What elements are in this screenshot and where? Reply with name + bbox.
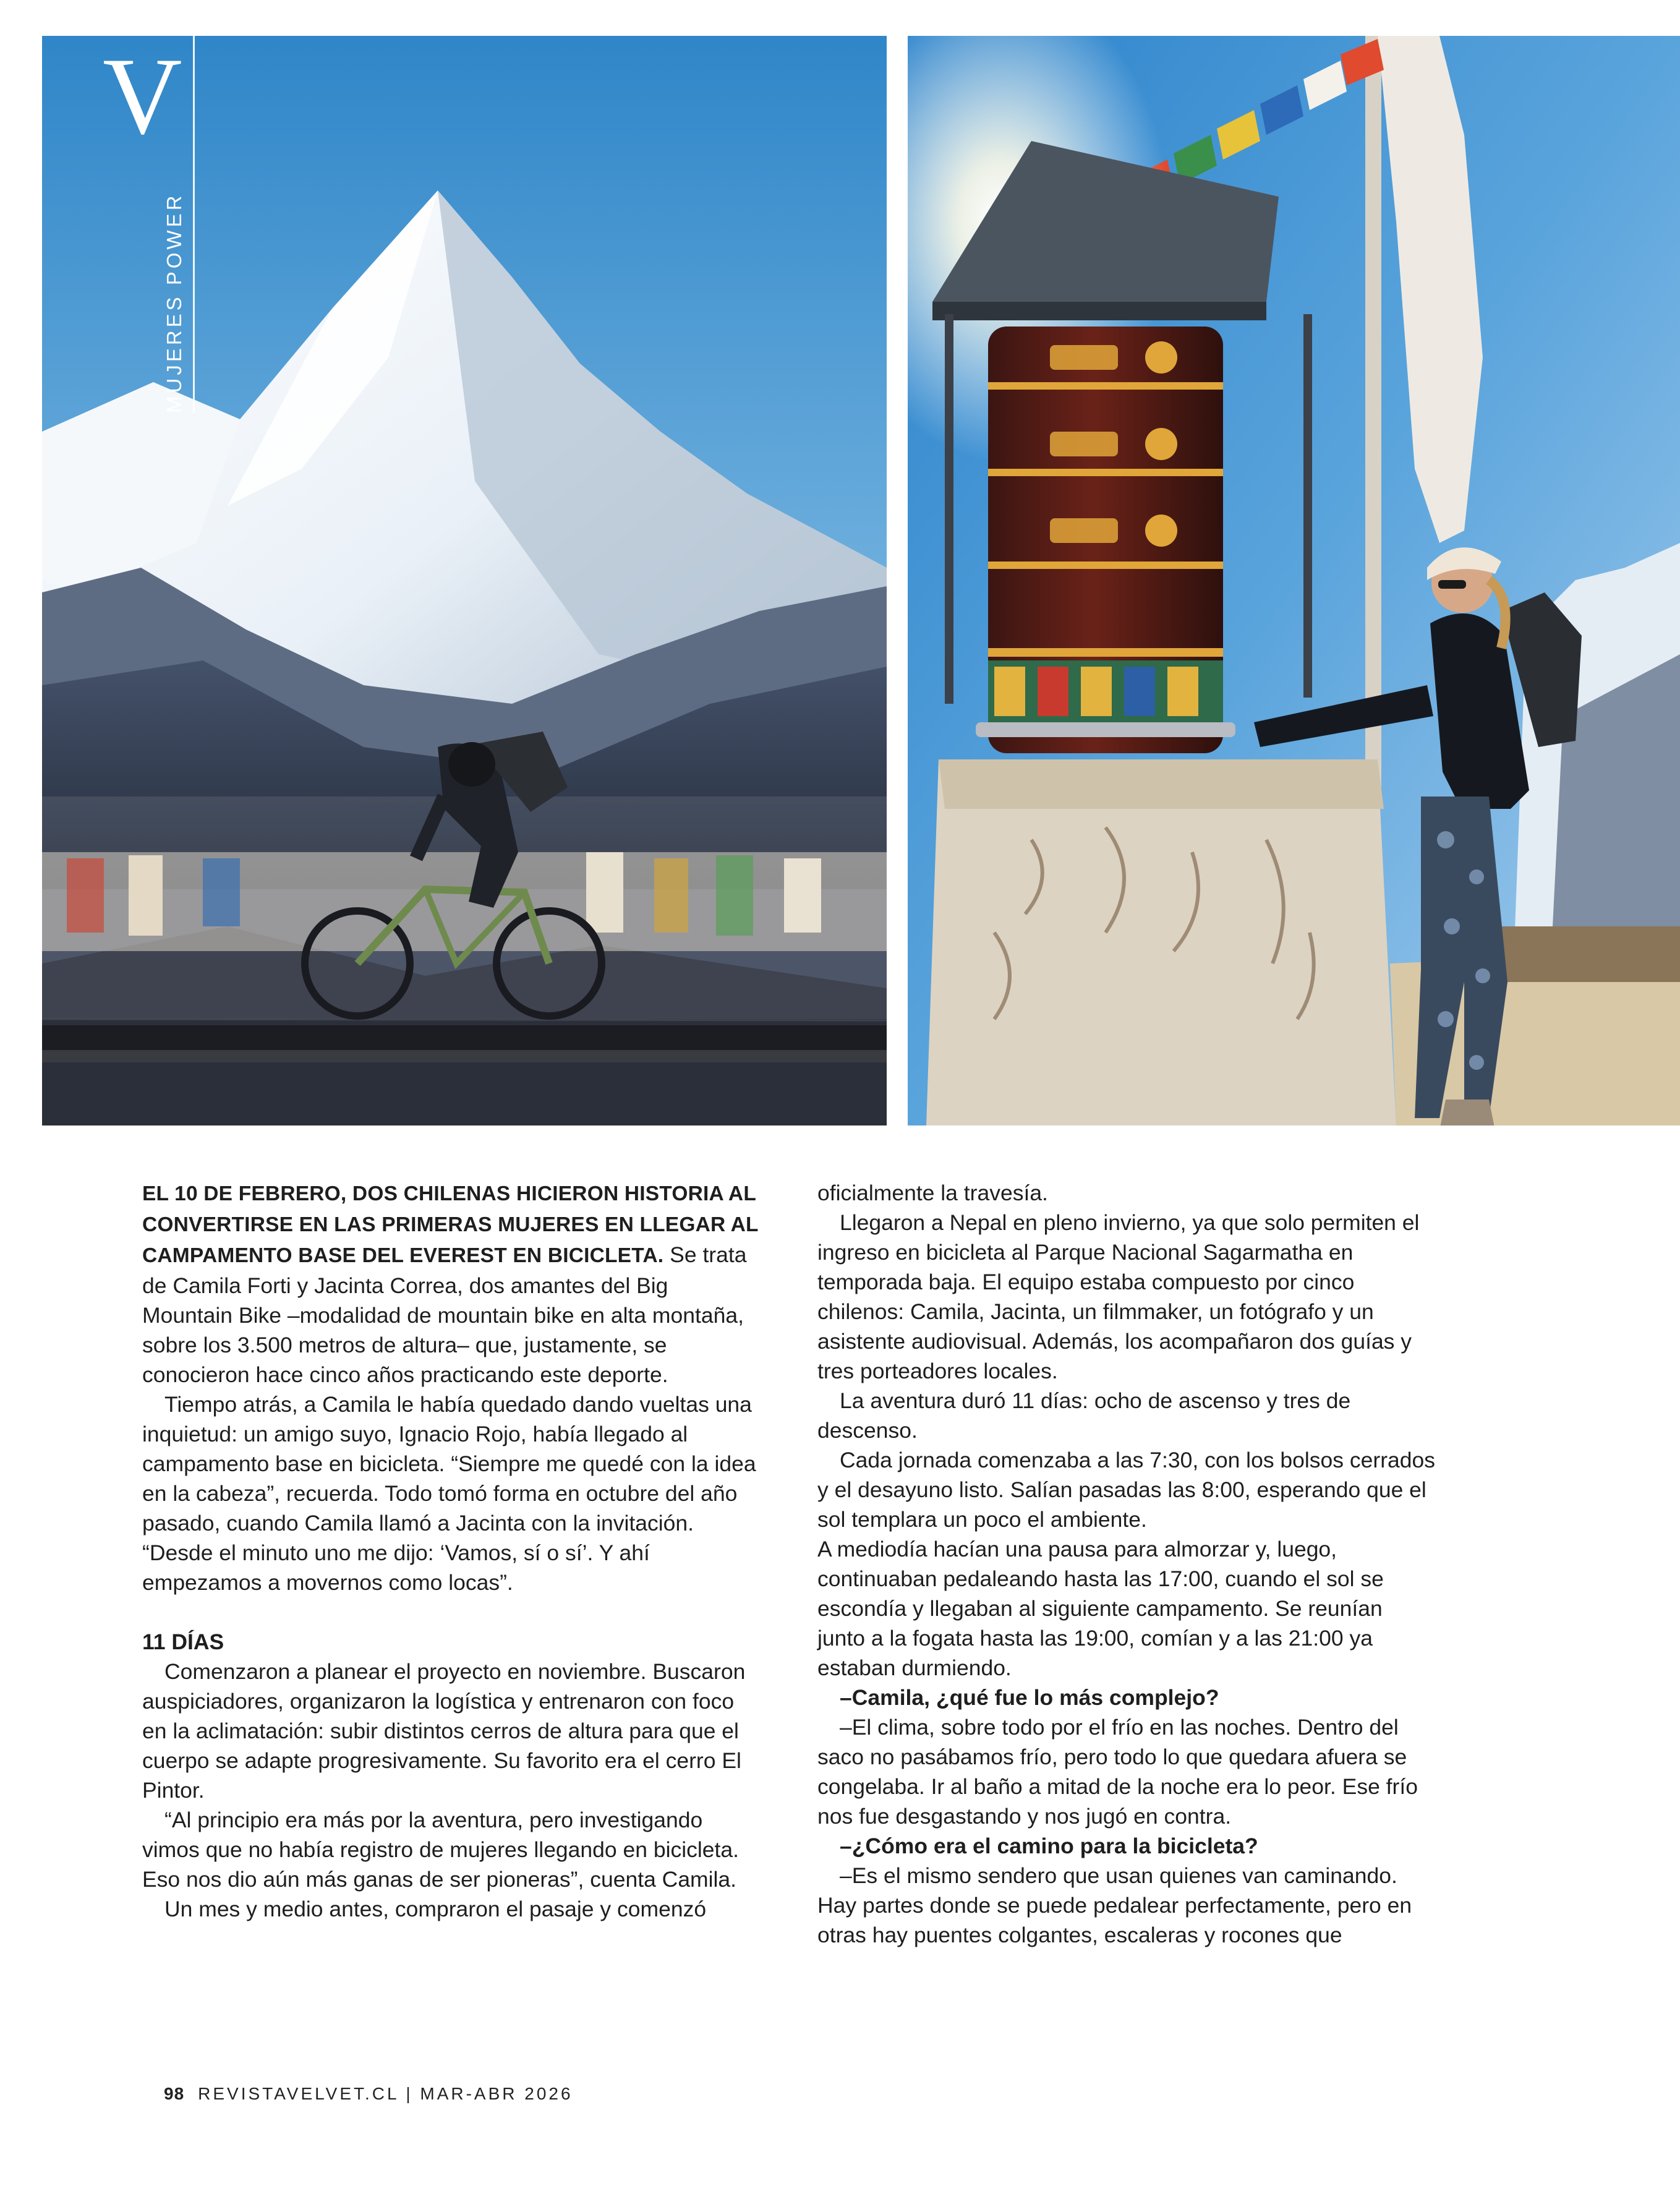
photo-cyclist-bridge [42, 36, 887, 1125]
interview-answer: –Es el mismo sendero que usan quienes van caminando. Hay partes donde se puede pedalear perfectamente, pero en otras hay puentes colgantes, escaleras y rocones que [817, 1863, 1412, 1947]
article-paragraph: La aventura duró 11 días: ocho de ascenso y tres de descenso. [817, 1388, 1351, 1443]
page-number: 98 [164, 2084, 185, 2103]
magazine-logo: V [103, 36, 182, 157]
article-paragraph: Llegaron a Nepal en pleno invierno, ya que solo permiten el ingreso en bicicleta al Parque Nacional Sagarmatha en temporada baja. El equipo estaba compuesto por cinco chilenos: Camila, Jacinta, un filmmaker, un fotógrafo y un asistente audiovisual. Además, los acompañaron dos guías y tres porteadores locales. [817, 1210, 1420, 1383]
article-column-right [817, 1178, 1436, 1950]
article-paragraph: “Al principio era más por la aventura, pero investigando vimos que no había registro de mujeres llegando en bicicleta. Eso nos dio aún más ganas de ser pioneras”, cuenta Camila. [142, 1808, 739, 1892]
interview-question: –¿Cómo era el camino para la bicicleta? [840, 1834, 1258, 1858]
interview-question: –Camila, ¿qué fue lo más complejo? [840, 1685, 1219, 1710]
publication-info: REVISTAVELVET.CL | MAR-ABR 2026 [198, 2084, 573, 2103]
article-paragraph: A mediodía hacían una pausa para almorzar y, luego, continuaban pedaleando hasta las 17:00, cuando el sol se escondía y llegaban al siguiente campamento. Se reunían junto a la fogata hasta las 19:00, comían y a las 21:00 ya estaban durmiendo. [817, 1537, 1384, 1680]
article-paragraph: Tiempo atrás, a Camila le había quedado dando vueltas una inquietud: un amigo suyo, Ignacio Rojo, había llegado al campamento base en bicicleta. “Siempre me quedé con la idea en la cabeza”, recuerda. Todo tomó forma en octubre del año pasado, cuando Camila llamó a Jacinta con la invitación. “Desde el minuto uno me dijo: ‘Vamos, sí o sí’. Y ahí empezamos a movernos como locas”. [142, 1392, 756, 1595]
article-paragraph: Comenzaron a planear el proyecto en noviembre. Buscaron auspiciadores, organizaron la logística y entrenaron con foco en la aclimatación: subir distintos cerros de altura para que el cuerpo se adapte progresivamente. Su favorito era el cerro El Pintor. [142, 1659, 746, 1803]
article-paragraph: Cada jornada comenzaba a las 7:30, con los bolsos cerrados y el desayuno listo. Salían pasadas las 8:00, esperando que el sol templara un poco el ambiente. [817, 1448, 1436, 1532]
article-paragraph: Un mes y medio antes, compraron el pasaje y comenzó [164, 1897, 707, 1921]
prayer-wheel-illustration [908, 36, 1680, 1125]
article-subhead: 11 DÍAS [142, 1629, 224, 1654]
brand-mark [42, 36, 185, 419]
article-paragraph: oficialmente la travesía. [817, 1181, 1048, 1205]
article-column-left [142, 1178, 761, 1924]
article-lead-paragraph [142, 1178, 761, 1390]
photo-prayer-wheel [908, 36, 1680, 1125]
article-lead-bold: EL 10 DE FEBRERO, DOS CHILENAS HICIERON HISTORIA AL CONVERTIRSE EN LAS PRIMERAS MUJERES EN LLEGAR AL CAMPAMENTO BASE DEL EVEREST EN BICICLETA. [142, 1182, 759, 1267]
brand-rule [193, 36, 195, 413]
article-lead-text: Se trata de Camila Forti y Jacinta Correa, dos amantes del Big Mountain Bike –modalidad de mountain bike en alta montaña, sobre los 3.500 metros de altura– que, justamente, se conocieron hace cinco años practicando este deporte. [142, 1242, 747, 1387]
page-footer [164, 2084, 573, 2104]
section-label: MUJERES POWER [163, 192, 185, 413]
interview-answer: –El clima, sobre todo por el frío en las noches. Dentro del saco no pasábamos frío, pero todo lo que quedara afuera se congelaba. Ir al baño a mitad de la noche era lo peor. Ese frío nos fue desgastando y nos jugó en contra. [817, 1715, 1418, 1829]
